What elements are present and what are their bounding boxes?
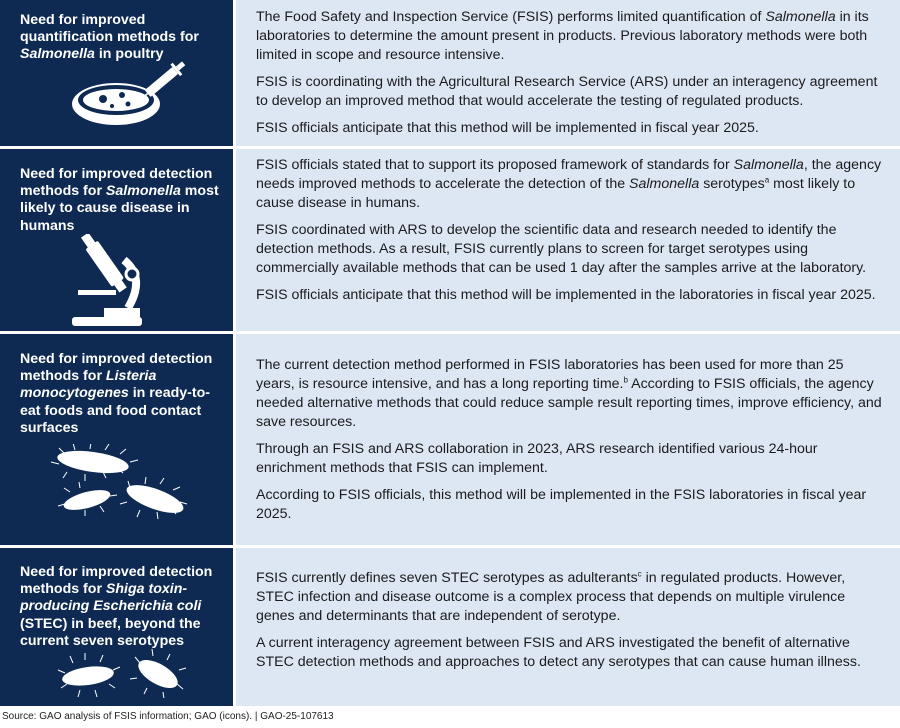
table-row	[0, 0, 900, 146]
row-heading: Need for improved detection methods for Shiga toxin-producing Escherichia coli (STEC) in beef, beyond the current seven serotypes	[20, 564, 213, 649]
bacteria-icon	[55, 648, 195, 698]
row-heading: Need for improved detection methods for Listeria monocytogenes in ready-to-eat foods and food contact surfaces	[20, 351, 213, 436]
row-heading-cell	[0, 548, 233, 706]
description-paragraph: Through an FSIS and ARS collaboration in 2023, ARS research identified various 24-hour enrichment methods that FSIS can implement.	[256, 441, 818, 476]
description-paragraph: FSIS officials anticipate that this method will be implemented in the laboratories in fiscal year 2025.	[256, 287, 876, 303]
table-row	[0, 149, 900, 331]
description-paragraph: According to FSIS officials, this method will be implemented in the FSIS laboratories in fiscal year 2025.	[256, 487, 867, 522]
bacteria-icon	[45, 444, 195, 524]
table-row	[0, 334, 900, 545]
row-heading-cell	[0, 334, 233, 545]
description-paragraph: FSIS currently defines seven STEC serotypes as adulterants$^c$ in regulated products. However, STEC infection and disease outcome is a complex process that depends on multiple virulence genes and determinants that are independent of serotype.	[256, 569, 846, 624]
description-paragraph: FSIS officials anticipate that this method will be implemented in fiscal year 2025.	[256, 120, 759, 136]
row-description-cell	[236, 548, 900, 706]
source-note: Source: GAO analysis of FSIS information; GAO (icons). | GAO-25-107613	[2, 711, 334, 722]
description-paragraph: FSIS officials stated that to support its proposed framework of standards for Salmonella, the agency needs improved methods to accelerate the detection of the Salmonella serotypes$^a$ most likely to cause disease in humans.	[256, 157, 882, 211]
description-paragraph: The Food Safety and Inspection Service (FSIS) performs limited quantification of Salmonella in its laboratories to determine the amount present in products. Previous laboratory methods were both limited in scope and resource intensive.	[256, 9, 869, 63]
row-heading: Need for improved detection methods for Salmonella most likely to cause disease in humans	[20, 166, 219, 234]
table-row	[0, 548, 900, 706]
microscope-icon	[64, 234, 164, 329]
row-description-cell	[236, 334, 900, 545]
row-description-cell	[236, 0, 900, 146]
description-paragraph: The current detection method performed in FSIS laboratories has been used for more than 25 years, is resource intensive, and has a long reporting time.$^b$ According to FSIS officials, the agency needed alternative methods that could reduce sample result reporting times, improve efficiency, and save resources.	[256, 357, 882, 430]
row-heading-cell	[0, 149, 233, 331]
row-description-cell	[236, 149, 900, 331]
description-paragraph: FSIS is coordinating with the Agricultural Research Service (ARS) under an interagency agreement to develop an improved method that would accelerate the testing of regulated products.	[256, 74, 878, 109]
description-paragraph: FSIS coordinated with ARS to develop the scientific data and research needed to identify the detection methods. As a result, FSIS currently plans to screen for target serotypes using commercially available methods that can be used 1 day after the samples arrive at the laboratory.	[256, 222, 867, 276]
row-heading-cell	[0, 0, 233, 146]
row-heading: Need for improved quantification methods for Salmonella in poultry	[20, 12, 199, 63]
petri-dish-syringe-icon	[66, 58, 196, 133]
description-paragraph: A current interagency agreement between FSIS and ARS investigated the benefit of alternative STEC detection methods and approaches to detect any serotypes that can cause human illness.	[256, 635, 861, 670]
